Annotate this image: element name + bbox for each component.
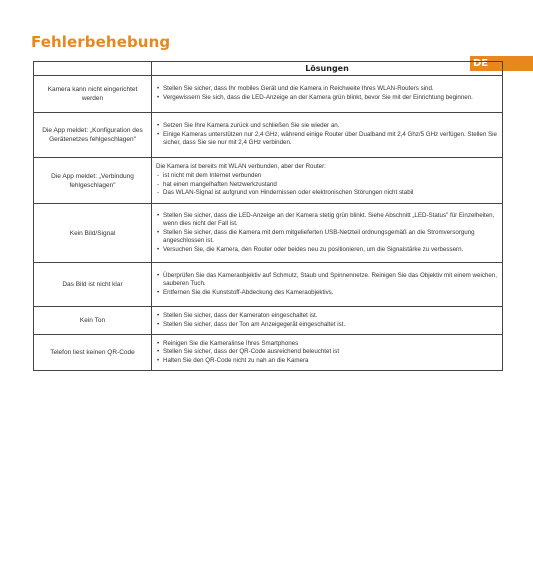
problem-column-header <box>34 62 152 76</box>
table-row <box>34 158 503 204</box>
language-badge: DE <box>470 56 533 71</box>
solution-list <box>156 272 499 298</box>
problem-cell: Das Bild ist nicht klar <box>34 263 152 307</box>
table-header-row <box>34 62 503 76</box>
page-title: Fehlerbehebung <box>31 33 171 51</box>
solution-cell <box>152 307 503 335</box>
solution-item: • Stellen Sie sicher, dass der Kameraton eingeschaltet ist. <box>156 312 499 321</box>
solution-item: • Stellen Sie sicher, dass die Kamera mit dem mitgelieferten USB-Netzteil ordnungsgemäß an die Stromversorgung angeschlossen ist. <box>156 229 499 246</box>
solution-cell <box>152 76 503 113</box>
solution-list <box>156 122 499 148</box>
troubleshooting-table <box>33 61 503 371</box>
solution-item: • Versuchen Sie, die Kamera, den Router oder beides neu zu positionieren, um die Signalstärke zu verbessern. <box>156 246 499 255</box>
solution-cell <box>152 158 503 204</box>
solution-item: • Einige Kameras unterstützen nur 2,4 GHz, während einige Router über Dualband mit 2,4 Ghz/5 GHz verfügen. Stellen Sie sicher, dass Sie sie nur mit 2,4 GHz verbinden. <box>156 131 499 148</box>
table-row <box>34 335 503 371</box>
table-row <box>34 113 503 158</box>
solution-item: • Stellen Sie sicher, dass Ihr mobiles Gerät und die Kamera in Reichweite Ihres WLAN-Routers sind. <box>156 85 499 94</box>
solutions-column-header: Lösungen <box>152 62 503 76</box>
solution-list <box>156 312 499 329</box>
solution-cell <box>152 335 503 371</box>
solution-item: - hat einen mangelhaften Netzwerkzustand <box>156 181 499 190</box>
solution-list <box>156 212 499 255</box>
solution-list <box>156 340 499 366</box>
solution-item: • Überprüfen Sie das Kameraobjektiv auf Schmutz, Staub und Spinnennetze. Reinigen Sie das Objektiv mit einem weichen, sauberen Tuch. <box>156 272 499 289</box>
solution-cell <box>152 204 503 263</box>
solution-cell <box>152 113 503 158</box>
problem-cell: Telefon liest keinen QR-Code <box>34 335 152 371</box>
solution-intro: Die Kamera ist bereits mit WLAN verbunden, aber der Router: <box>156 163 326 171</box>
solution-item: - ist nicht mit dem Internet verbunden <box>156 172 499 181</box>
table-row <box>34 76 503 113</box>
table-row <box>34 307 503 335</box>
solution-item: • Stellen Sie sicher, dass der QR-Code ausreichend beleuchtet ist <box>156 348 499 357</box>
problem-cell: Kein Bild/Signal <box>34 204 152 263</box>
solution-list <box>156 85 499 102</box>
problem-cell: Kamera kann nicht eingerichtet werden <box>34 76 152 113</box>
problem-cell: Die App meldet: „Verbindung fehlgeschlagen" <box>34 158 152 204</box>
solution-item: • Vergewissern Sie sich, dass die LED-Anzeige an der Kamera grün blinkt, bevor Sie mit der Einrichtung beginnen. <box>156 94 499 103</box>
solution-item: - Das WLAN-Signal ist aufgrund von Hindernissen oder elektronischen Störungen nicht stabil <box>156 189 499 198</box>
solution-cell <box>152 263 503 307</box>
solution-item: • Reinigen Sie die Kameralinse Ihres Smartphones <box>156 340 499 349</box>
solution-list <box>156 172 499 198</box>
solution-item: • Setzen Sie Ihre Kamera zurück und schließen Sie sie wieder an. <box>156 122 499 131</box>
solution-item: • Stellen Sie sicher, dass der Ton am Anzeigegerät eingeschaltet ist. <box>156 321 499 330</box>
problem-cell: Kein Ton <box>34 307 152 335</box>
solution-item: • Halten Sie den QR-Code nicht zu nah an die Kamera <box>156 357 499 366</box>
table-row <box>34 204 503 263</box>
solution-item: • Entfernen Sie die Kunststoff-Abdeckung des Kameraobjektivs. <box>156 289 499 298</box>
problem-cell: Die App meldet: „Konfiguration des Gerätenetzes fehlgeschlagen" <box>34 113 152 158</box>
table-row <box>34 263 503 307</box>
solution-item: • Stellen Sie sicher, dass die LED-Anzeige an der Kamera stetig grün blinkt. Siehe Abschnitt „LED-Status" für Einzelheiten, wenn dies nicht der Fall ist. <box>156 212 499 229</box>
